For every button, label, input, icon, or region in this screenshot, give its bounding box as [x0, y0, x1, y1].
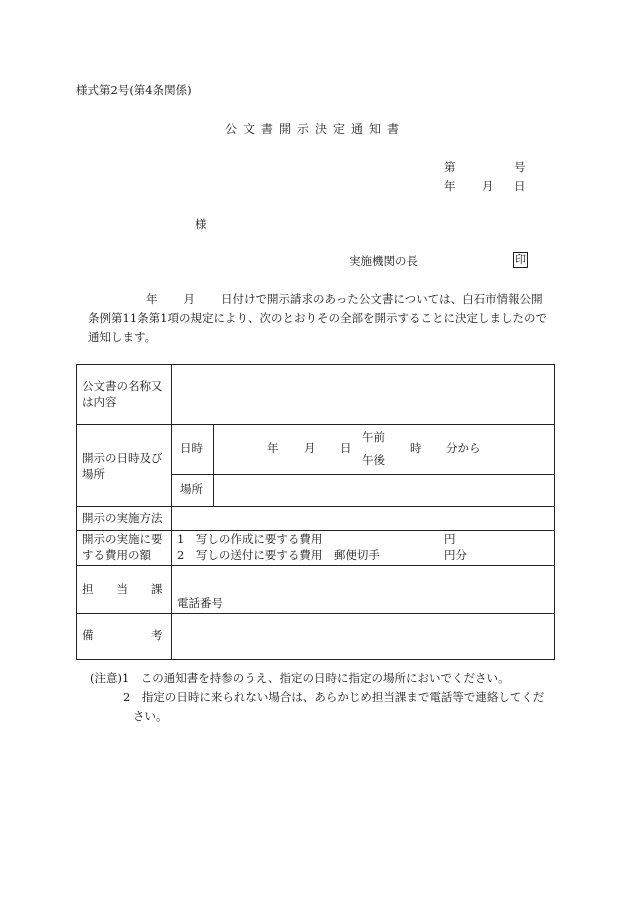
- method-label: 開示の実施方法: [82, 511, 163, 525]
- cost-item-1-unit: 円: [444, 532, 456, 546]
- department-label: 担 当 課: [82, 582, 163, 596]
- datetime-sub-label: 日時: [180, 441, 203, 455]
- body-year: 年: [146, 292, 158, 306]
- body-line-3: 通知します。: [88, 330, 157, 344]
- note-2: 2 指定の日時に来られない場合は、あらかじめ担当課まで電話等で連絡してくだ: [123, 690, 545, 704]
- dt-year: 年: [267, 441, 279, 455]
- issuer: 実施機関の長: [349, 254, 418, 268]
- dt-hour: 時: [410, 441, 422, 455]
- note-1: (注意)1 この通知書を持参のうえ、指定の日時に指定の場所においでください。: [90, 671, 510, 685]
- body-line-1: [88, 290, 558, 309]
- form-number: 様式第2号(第4条関係): [76, 83, 192, 97]
- body-line-1-rest: 日付けで開示請求のあった公文書については、白石市情報公開: [221, 292, 543, 306]
- cost-label-line-1: 開示の実施に要: [82, 532, 163, 546]
- number-prefix: 第: [444, 160, 456, 174]
- seal-mark: 印: [515, 253, 526, 266]
- date-month: 月: [482, 179, 494, 193]
- datetime-label-line-1: 開示の日時及び: [82, 451, 163, 465]
- dt-minute: 分から: [446, 441, 481, 455]
- notes: [90, 669, 560, 726]
- date-year: 年: [444, 179, 456, 193]
- cost-item-2: 2 写しの送付に要する費用 郵便切手: [177, 548, 380, 562]
- document-title: 公文書開示決定通知書: [224, 122, 405, 136]
- dt-am: 午前: [362, 430, 385, 444]
- body-text: [88, 290, 558, 347]
- name-label-line-1: 公文書の名称又: [82, 379, 163, 393]
- dt-day: 日: [340, 441, 352, 455]
- body-line-2: 条例第11条第1項の規定により、次のとおりその全部を開示することに決定しましたので: [88, 311, 547, 325]
- remarks-label: 備 考: [82, 628, 163, 642]
- dt-month: 月: [304, 441, 316, 455]
- addressee-suffix: 様: [195, 217, 207, 231]
- decision-table: [76, 364, 555, 660]
- datetime-label-line-2: 場所: [82, 467, 105, 481]
- place-sub-label: 場所: [180, 482, 203, 496]
- cost-item-2-unit: 円分: [444, 548, 467, 562]
- cost-label-line-2: する費用の額: [82, 548, 151, 562]
- date-day: 日: [514, 179, 526, 193]
- name-label-line-2: は内容: [82, 395, 117, 409]
- phone-label: 電話番号: [177, 596, 223, 610]
- dt-pm: 午後: [362, 453, 385, 467]
- body-month: 月: [183, 292, 195, 306]
- cost-item-1: 1 写しの作成に要する費用: [177, 532, 323, 546]
- number-suffix: 号: [514, 160, 526, 174]
- note-2-continuation: さい。: [133, 709, 168, 723]
